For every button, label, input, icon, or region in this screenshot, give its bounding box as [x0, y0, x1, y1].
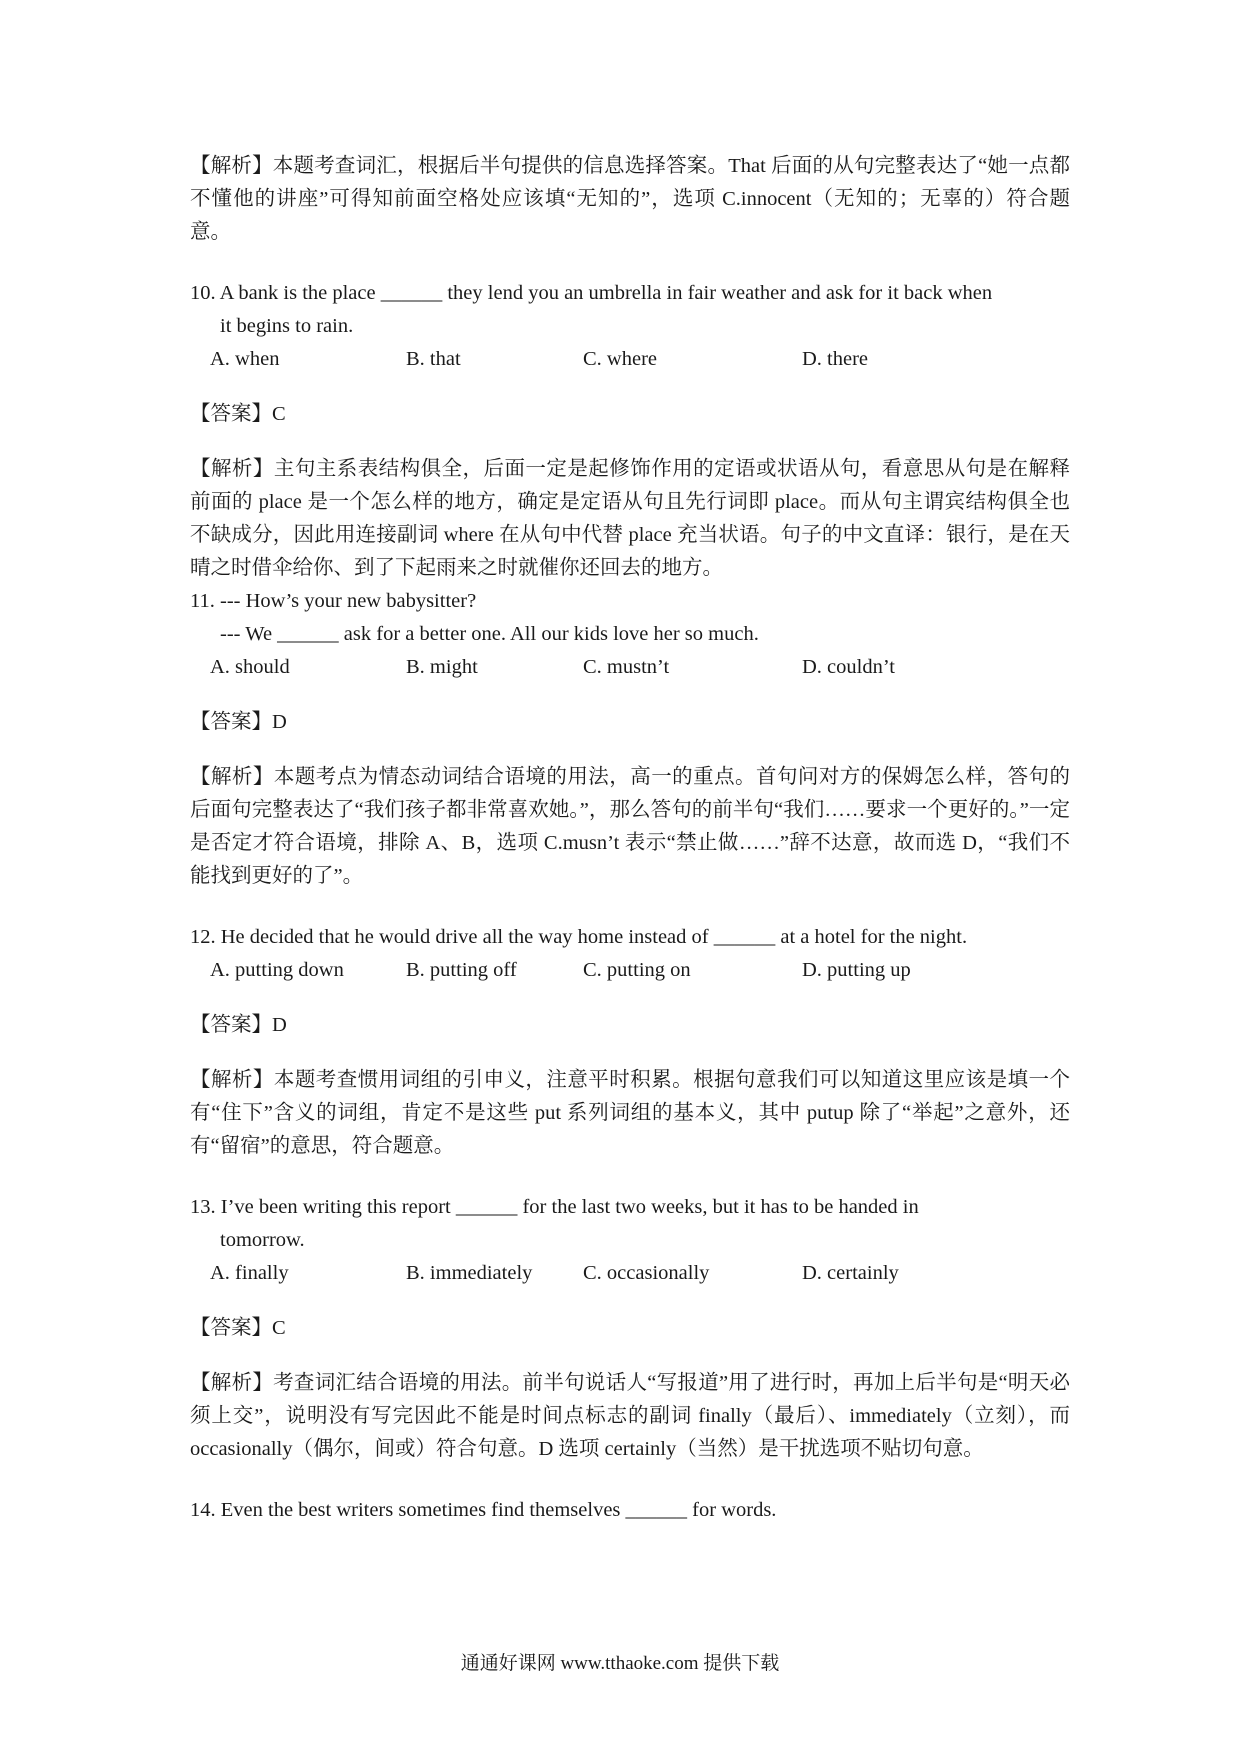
document-page — [190, 150, 1070, 1527]
analysis-q13: 【解析】考查词汇结合语境的用法。前半句说话人“写报道”用了进行时，再加上后半句是“明天必须上交”，说明没有写完因此不能是时间点标志的副词 finally（最后）、immediately（立刻），而 occasionally（偶尔，间或）符合句意。D 选项 certainly（当然）是干扰选项不贴切句意。 — [190, 1372, 1070, 1460]
question-10 — [190, 277, 1070, 585]
option-d: D. putting up — [802, 959, 911, 981]
question-11-stem-cont: --- We ______ ask for a better one. All our kids love her so much. — [220, 623, 759, 645]
question-14-stem: 14. Even the best writers sometimes find themselves ______ for words. — [190, 1499, 777, 1521]
option-c: C. putting on — [583, 959, 691, 981]
analysis-q12: 【解析】本题考查惯用词组的引申义，注意平时积累。根据句意我们可以知道这里应该是填一个有“住下”含义的词组，肯定不是这些 put 系列词组的基本义，其中 putup 除了“举起”之意外，还有“留宿”的意思，符合题意。 — [190, 1069, 1070, 1157]
option-b: B. putting off — [406, 959, 517, 981]
analysis-q9: 【解析】本题考查词汇，根据后半句提供的信息选择答案。That 后面的从句完整表达了“她一点都不懂他的讲座”可得知前面空格处应该填“无知的”，选项 C.innocent（无知的；无辜的）符合题意。 — [190, 155, 1070, 243]
question-10-options — [190, 343, 1070, 376]
option-c: C. occasionally — [583, 1262, 710, 1284]
question-11-options — [190, 651, 1070, 684]
answer-q11: 【答案】D — [190, 711, 287, 733]
option-b: B. might — [406, 656, 478, 678]
question-10-stem-cont: it begins to rain. — [220, 315, 354, 337]
option-c: C. mustn’t — [583, 656, 670, 678]
page-footer: 通通好课网 www.tthaoke.com 提供下载 — [460, 1653, 780, 1674]
answer-q10: 【答案】C — [190, 403, 286, 425]
option-a: A. should — [210, 656, 290, 678]
option-d: D. there — [802, 348, 869, 370]
question-13 — [190, 1191, 1070, 1494]
question-12-options — [190, 954, 1070, 987]
question-10-stem: 10. A bank is the place ______ they lend you an umbrella in fair weather and ask for it back when — [190, 282, 993, 304]
option-a: A. finally — [210, 1262, 289, 1284]
question-11 — [190, 585, 1070, 921]
option-a: A. putting down — [210, 959, 344, 981]
question-12-stem: 12. He decided that he would drive all the way home instead of ______ at a hotel for the night. — [190, 926, 968, 948]
analysis-q11: 【解析】本题考点为情态动词结合语境的用法，高一的重点。首句问对方的保姆怎么样，答句的后面句完整表达了“我们孩子都非常喜欢她。”，那么答句的前半句“我们……要求一个更好的。”一定是否定才符合语境，排除 A、B，选项 C.musn’t 表示“禁止做……”辞不达意，故而选 D，“我们不能找到更好的了”。 — [190, 766, 1070, 887]
question-13-stem: 13. I’ve been writing this report ______ for the last two weeks, but it has to be handed in — [190, 1196, 919, 1218]
option-c: C. where — [583, 348, 658, 370]
option-b: B. that — [406, 348, 461, 370]
option-d: D. couldn’t — [802, 656, 896, 678]
question-13-options — [190, 1257, 1070, 1290]
question-11-stem: 11. --- How’s your new babysitter? — [190, 590, 477, 612]
option-a: A. when — [210, 348, 280, 370]
question-13-stem-cont: tomorrow. — [220, 1229, 305, 1251]
answer-q12: 【答案】D — [190, 1014, 287, 1036]
option-d: D. certainly — [802, 1262, 899, 1284]
answer-q13: 【答案】C — [190, 1317, 286, 1339]
question-14 — [190, 1494, 1070, 1527]
question-12 — [190, 921, 1070, 1191]
analysis-q10: 【解析】主句主系表结构俱全，后面一定是起修饰作用的定语或状语从句，看意思从句是在解释前面的 place 是一个怎么样的地方，确定是定语从句且先行词即 place。而从句主谓宾结构俱全也不缺成分，因此用连接副词 where 在从句中代替 place 充当状语。句子的中文直译：银行，是在天晴之时借伞给你、到了下起雨来之时就催你还回去的地方。 — [190, 458, 1070, 579]
option-b: B. immediately — [406, 1262, 533, 1284]
